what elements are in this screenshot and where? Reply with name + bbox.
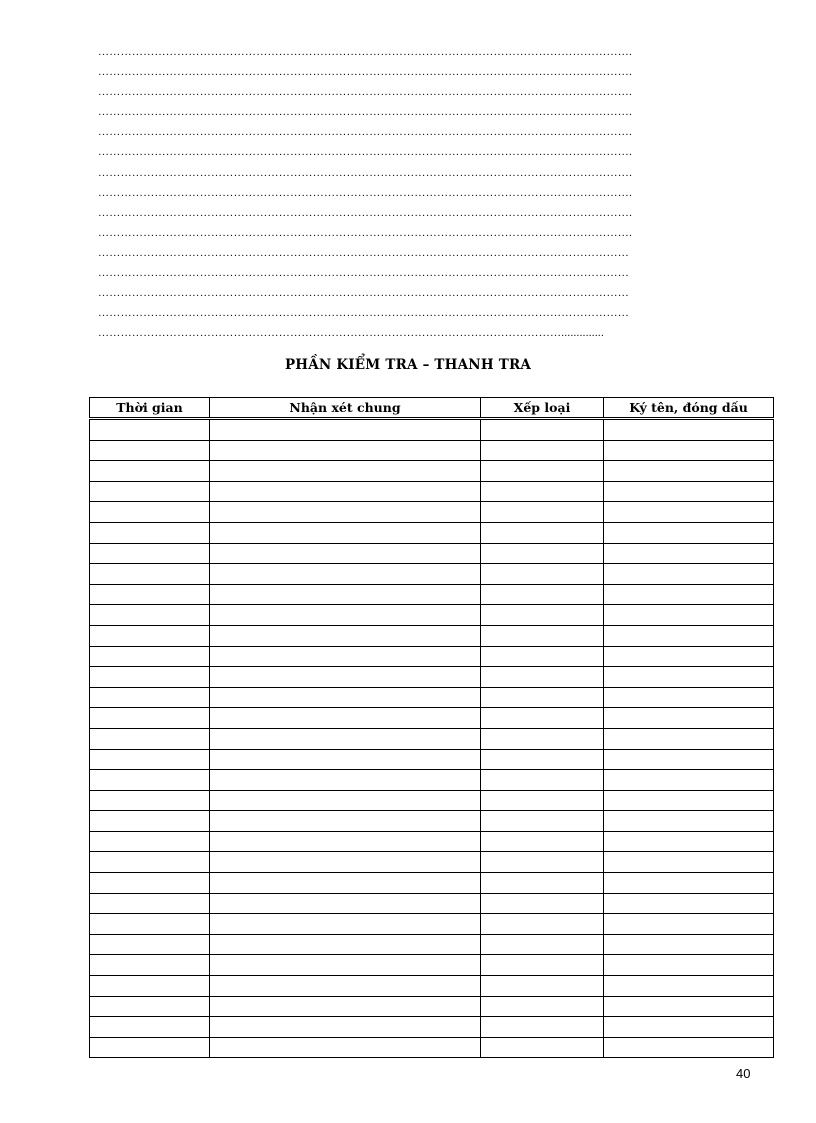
dotted-writing-area: [98, 42, 742, 343]
time-cell[interactable]: [90, 481, 210, 502]
rating-cell[interactable]: [481, 770, 604, 791]
time-cell[interactable]: [90, 728, 210, 749]
rating-cell[interactable]: [481, 1017, 604, 1038]
comment-cell[interactable]: [210, 852, 481, 873]
dotted-writing-line: …………………………………………………………………………………………………………………………….: [98, 146, 633, 159]
signature-cell[interactable]: [604, 646, 774, 667]
comment-cell[interactable]: [210, 502, 481, 523]
time-cell[interactable]: [90, 873, 210, 894]
comment-cell[interactable]: [210, 831, 481, 852]
rating-cell[interactable]: [481, 976, 604, 997]
dotted-writing-line: …………………………………………………………………………………………………………………………….: [98, 106, 633, 119]
header-time: Thời gian: [90, 398, 210, 419]
comment-cell[interactable]: [210, 873, 481, 894]
rating-cell[interactable]: [481, 708, 604, 729]
comment-cell[interactable]: [210, 811, 481, 832]
signature-cell[interactable]: [604, 811, 774, 832]
table-row: [90, 605, 774, 626]
rating-cell[interactable]: [481, 584, 604, 605]
comment-cell[interactable]: [210, 708, 481, 729]
comment-cell[interactable]: [210, 461, 481, 482]
comment-cell[interactable]: [210, 934, 481, 955]
signature-cell[interactable]: [604, 976, 774, 997]
rating-cell[interactable]: [481, 893, 604, 914]
table-row: [90, 770, 774, 791]
signature-cell[interactable]: [604, 728, 774, 749]
comment-cell[interactable]: [210, 955, 481, 976]
rating-cell[interactable]: [481, 461, 604, 482]
dotted-writing-line: ……………………………………………………………………………………………………………………………: [98, 267, 630, 280]
header-signature-stamp: Ký tên, đóng dấu: [604, 398, 774, 419]
rating-cell[interactable]: [481, 419, 604, 441]
time-cell[interactable]: [90, 749, 210, 770]
dotted-writing-line: ……………………………………………………………………………………………………………………………: [98, 287, 630, 300]
comment-cell[interactable]: [210, 790, 481, 811]
signature-cell[interactable]: [604, 708, 774, 729]
comment-cell[interactable]: [210, 646, 481, 667]
comment-cell[interactable]: [210, 605, 481, 626]
table-row: [90, 708, 774, 729]
table-row: [90, 790, 774, 811]
time-cell[interactable]: [90, 914, 210, 935]
signature-cell[interactable]: [604, 625, 774, 646]
rating-cell[interactable]: [481, 831, 604, 852]
signature-cell[interactable]: [604, 790, 774, 811]
table-row: [90, 625, 774, 646]
table-row: [90, 584, 774, 605]
signature-cell[interactable]: [604, 852, 774, 873]
dotted-writing-line: …………………………………………………………………………………………………………………………….: [98, 86, 633, 99]
signature-cell[interactable]: [604, 770, 774, 791]
section-title: PHẦN KIỂM TRA – THANH TRA: [284, 357, 532, 373]
time-cell[interactable]: [90, 543, 210, 564]
table-row: [90, 687, 774, 708]
comment-cell[interactable]: [210, 419, 481, 441]
rating-cell[interactable]: [481, 440, 604, 461]
signature-cell[interactable]: [604, 543, 774, 564]
time-cell[interactable]: [90, 461, 210, 482]
inspection-table: [89, 397, 774, 1058]
table-row: [90, 502, 774, 523]
signature-cell[interactable]: [604, 461, 774, 482]
comment-cell[interactable]: [210, 996, 481, 1017]
time-cell[interactable]: [90, 811, 210, 832]
rating-cell[interactable]: [481, 811, 604, 832]
signature-cell[interactable]: [604, 1037, 774, 1058]
table-row: [90, 811, 774, 832]
comment-cell[interactable]: [210, 481, 481, 502]
table-row: [90, 1017, 774, 1038]
signature-cell[interactable]: [604, 873, 774, 894]
time-cell[interactable]: [90, 934, 210, 955]
rating-cell[interactable]: [481, 955, 604, 976]
signature-cell[interactable]: [604, 996, 774, 1017]
signature-cell[interactable]: [604, 502, 774, 523]
signature-cell[interactable]: [604, 440, 774, 461]
header-general-comment: Nhận xét chung: [210, 398, 481, 419]
rating-cell[interactable]: [481, 1037, 604, 1058]
dotted-writing-line: …………………………………………………………………………………………………………………………….: [98, 226, 633, 239]
signature-cell[interactable]: [604, 584, 774, 605]
table-row: [90, 461, 774, 482]
table-row: [90, 564, 774, 585]
time-cell[interactable]: [90, 667, 210, 688]
time-cell[interactable]: [90, 564, 210, 585]
comment-cell[interactable]: [210, 687, 481, 708]
time-cell[interactable]: [90, 625, 210, 646]
dotted-writing-line: …………………………………………………………………………………………………………………………….: [98, 46, 633, 58]
dotted-writing-line: …………………………………………………………………………………………………………………………….: [98, 126, 633, 139]
header-rating: Xếp loại: [481, 398, 604, 419]
dotted-writing-line: ……………………………………………………………………………………………………………..............: [98, 327, 604, 340]
time-cell[interactable]: [90, 522, 210, 543]
comment-cell[interactable]: [210, 584, 481, 605]
table-row: [90, 646, 774, 667]
rating-cell[interactable]: [481, 852, 604, 873]
comment-cell[interactable]: [210, 1037, 481, 1058]
table-row: [90, 543, 774, 564]
comment-cell[interactable]: [210, 625, 481, 646]
signature-cell[interactable]: [604, 605, 774, 626]
comment-cell[interactable]: [210, 522, 481, 543]
time-cell[interactable]: [90, 605, 210, 626]
comment-cell[interactable]: [210, 749, 481, 770]
table-body: [90, 419, 774, 1058]
time-cell[interactable]: [90, 1037, 210, 1058]
dotted-writing-line: …………………………………………………………………………………………………………………………….: [98, 186, 633, 199]
signature-cell[interactable]: [604, 481, 774, 502]
time-cell[interactable]: [90, 440, 210, 461]
signature-cell[interactable]: [604, 564, 774, 585]
comment-cell[interactable]: [210, 728, 481, 749]
table-row: [90, 749, 774, 770]
rating-cell[interactable]: [481, 687, 604, 708]
signature-cell[interactable]: [604, 831, 774, 852]
comment-cell[interactable]: [210, 914, 481, 935]
table-row: [90, 934, 774, 955]
signature-cell[interactable]: [604, 419, 774, 441]
signature-cell[interactable]: [604, 893, 774, 914]
rating-cell[interactable]: [481, 481, 604, 502]
rating-cell[interactable]: [481, 873, 604, 894]
signature-cell[interactable]: [604, 522, 774, 543]
dotted-writing-line: …………………………………………………………………………………………………………………………….: [98, 66, 633, 79]
rating-cell[interactable]: [481, 790, 604, 811]
time-cell[interactable]: [90, 976, 210, 997]
time-cell[interactable]: [90, 584, 210, 605]
dotted-writing-line: ……………………………………………………………………………………………………………………………: [98, 246, 630, 259]
rating-cell[interactable]: [481, 625, 604, 646]
table-row: [90, 1037, 774, 1058]
rating-cell[interactable]: [481, 914, 604, 935]
rating-cell[interactable]: [481, 749, 604, 770]
table-row: [90, 419, 774, 441]
comment-cell[interactable]: [210, 893, 481, 914]
time-cell[interactable]: [90, 502, 210, 523]
signature-cell[interactable]: [604, 667, 774, 688]
rating-cell[interactable]: [481, 646, 604, 667]
table-row: [90, 728, 774, 749]
table-row: [90, 955, 774, 976]
time-cell[interactable]: [90, 790, 210, 811]
table-row: [90, 667, 774, 688]
comment-cell[interactable]: [210, 667, 481, 688]
comment-cell[interactable]: [210, 976, 481, 997]
table-row: [90, 440, 774, 461]
table-row: [90, 914, 774, 935]
page-number: 40: [736, 1066, 751, 1081]
rating-cell[interactable]: [481, 543, 604, 564]
rating-cell[interactable]: [481, 728, 604, 749]
time-cell[interactable]: [90, 708, 210, 729]
table-row: [90, 893, 774, 914]
signature-cell[interactable]: [604, 914, 774, 935]
comment-cell[interactable]: [210, 770, 481, 791]
time-cell[interactable]: [90, 996, 210, 1017]
table-row: [90, 996, 774, 1017]
time-cell[interactable]: [90, 955, 210, 976]
dotted-writing-line: …………………………………………………………………………………………………………………………….: [98, 166, 633, 179]
time-cell[interactable]: [90, 687, 210, 708]
comment-cell[interactable]: [210, 1017, 481, 1038]
signature-cell[interactable]: [604, 1017, 774, 1038]
time-cell[interactable]: [90, 893, 210, 914]
table-row: [90, 976, 774, 997]
time-cell[interactable]: [90, 831, 210, 852]
rating-cell[interactable]: [481, 605, 604, 626]
signature-cell[interactable]: [604, 934, 774, 955]
signature-cell[interactable]: [604, 955, 774, 976]
signature-cell[interactable]: [604, 749, 774, 770]
rating-cell[interactable]: [481, 667, 604, 688]
rating-cell[interactable]: [481, 502, 604, 523]
time-cell[interactable]: [90, 1017, 210, 1038]
table-row: [90, 522, 774, 543]
time-cell[interactable]: [90, 770, 210, 791]
table-row: [90, 481, 774, 502]
rating-cell[interactable]: [481, 996, 604, 1017]
table-row: [90, 852, 774, 873]
signature-cell[interactable]: [604, 687, 774, 708]
dotted-writing-line: ……………………………………………………………………………………………………………………………: [98, 307, 630, 320]
dotted-writing-line: …………………………………………………………………………………………………………………………….: [98, 206, 633, 219]
table-header-row: [90, 398, 774, 419]
time-cell[interactable]: [90, 852, 210, 873]
rating-cell[interactable]: [481, 564, 604, 585]
comment-cell[interactable]: [210, 543, 481, 564]
rating-cell[interactable]: [481, 934, 604, 955]
time-cell[interactable]: [90, 646, 210, 667]
time-cell[interactable]: [90, 419, 210, 441]
rating-cell[interactable]: [481, 522, 604, 543]
comment-cell[interactable]: [210, 440, 481, 461]
table-row: [90, 831, 774, 852]
table-row: [90, 873, 774, 894]
comment-cell[interactable]: [210, 564, 481, 585]
